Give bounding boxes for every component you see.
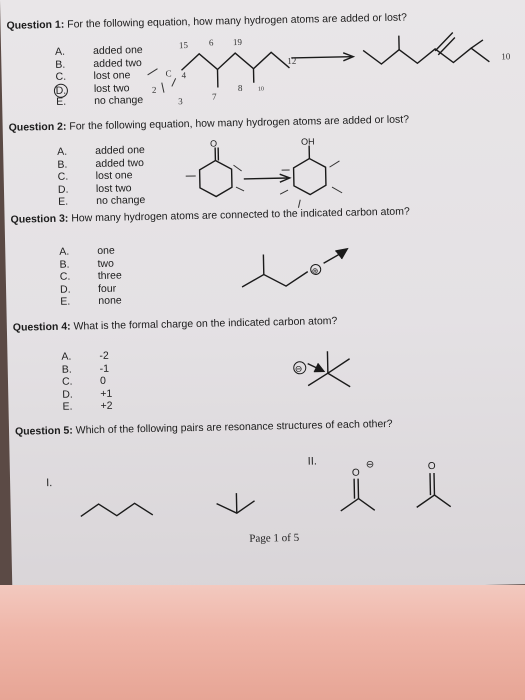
svg-text:12: 12 xyxy=(287,55,297,66)
question-4-text: What is the formal charge on the indicated carbon atom? xyxy=(73,315,338,333)
question-5-text: Which of the following pairs are resonance structures of each other? xyxy=(75,417,393,437)
pair-ii-structure-a xyxy=(341,498,375,511)
q2-option-e[interactable]: E. no change xyxy=(58,194,146,208)
svg-text:OH: OH xyxy=(300,136,315,147)
q1-option-e[interactable]: E. no change xyxy=(56,94,144,108)
svg-text:O: O xyxy=(209,138,218,149)
svg-text:10: 10 xyxy=(257,86,264,93)
svg-text:C: C xyxy=(165,68,172,79)
question-2-label: Question 2: xyxy=(8,120,67,134)
negative-charge-icon: ⊖ xyxy=(294,363,303,374)
positive-charge-icon: ⊕ xyxy=(311,266,319,276)
q4-option-b[interactable]: B. -1 xyxy=(61,362,110,376)
q2-option-d[interactable]: D. lost two xyxy=(57,181,132,196)
q3-option-e[interactable]: E. none xyxy=(60,294,122,308)
svg-text:19: 19 xyxy=(232,36,243,48)
q1-option-d[interactable]: D. lost two xyxy=(55,81,130,97)
q4-option-d[interactable]: D. +1 xyxy=(62,387,113,401)
svg-text:10: 10 xyxy=(501,51,511,62)
background-fabric xyxy=(0,585,525,700)
question-1-label: Question 1: xyxy=(6,18,65,32)
q1-option-c[interactable]: C. lost one xyxy=(55,69,131,83)
svg-text:2: 2 xyxy=(151,84,157,95)
q3-option-a[interactable]: A. one xyxy=(59,244,115,258)
pair-ii-structure-b xyxy=(416,495,450,508)
q4-option-e[interactable]: E. +2 xyxy=(62,399,113,413)
pair-ii-label: II. xyxy=(307,455,318,468)
negative-charge-icon: ⊖ xyxy=(365,459,375,471)
svg-text:8: 8 xyxy=(237,82,243,94)
pair-i-label: I. xyxy=(46,477,53,490)
q1-option-a[interactable]: A. added one xyxy=(54,44,143,58)
q2-option-b[interactable]: B. added two xyxy=(57,156,145,171)
q2-option-c[interactable]: C. lost one xyxy=(57,169,133,183)
q3-option-b[interactable]: B. two xyxy=(59,257,115,271)
pair-i-structure-b xyxy=(217,501,255,514)
question-3-text: How many hydrogen atoms are connected to the indicated carbon atom? xyxy=(71,205,410,225)
svg-text:O: O xyxy=(427,460,436,473)
svg-text:4: 4 xyxy=(181,70,187,81)
q3-option-d[interactable]: D. four xyxy=(59,282,117,296)
q1-option-b[interactable]: B. added two xyxy=(55,56,142,71)
svg-text:3: 3 xyxy=(178,96,183,107)
svg-text:O: O xyxy=(351,467,360,479)
q3-option-c[interactable]: C. three xyxy=(59,269,122,283)
pair-i-structure-a xyxy=(81,503,153,517)
question-3-label: Question 3: xyxy=(10,212,69,226)
circled-answer-mark: D. xyxy=(55,84,67,97)
svg-text:6: 6 xyxy=(208,37,214,48)
question-4-label: Question 4: xyxy=(12,320,71,334)
svg-text:15: 15 xyxy=(178,40,189,51)
q2-option-a[interactable]: A. added one xyxy=(57,144,145,158)
question-1-text: For the following equation, how many hydrogen atoms are added or lost? xyxy=(67,11,407,31)
q4-option-c[interactable]: C. 0 xyxy=(61,374,106,388)
page-footer: Page 1 of 5 xyxy=(249,531,300,545)
q4-option-a[interactable]: A. -2 xyxy=(61,349,109,363)
question-2-text: For the following equation, how many hydrogen atoms are added or lost? xyxy=(69,113,410,133)
question-5-label: Question 5: xyxy=(14,424,73,438)
svg-text:7: 7 xyxy=(211,91,217,102)
